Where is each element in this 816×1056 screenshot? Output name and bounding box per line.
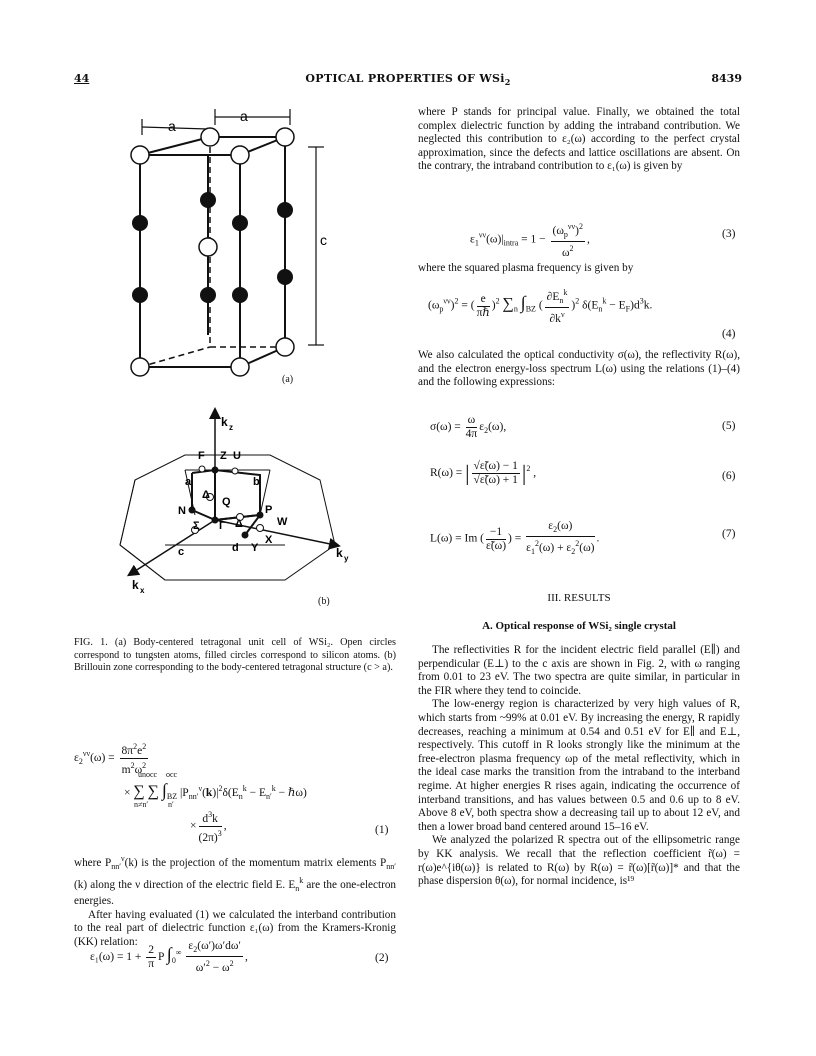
equation-1-line2: × ∑ ∑ $\int_{BZ}$ $|P_{nn'}^\nu(k)|^2\delta(E_n^k - E_{n'}^k$ − ℏω) [124,780,307,801]
bz-label-delta1: Δ [202,489,210,501]
equation-3: $\varepsilon_1^{\nu\nu}(\omega)|_{intra} = 1$ − $\frac{(\omega_p^{\nu\nu})^2}{\omega^2}$ , [470,222,590,259]
equation-5: σ(ω) = $\frac{\omega}{4\pi}$ $\varepsilon_2(\omega)$, [430,414,507,440]
bz-label-ky: k [336,546,343,560]
equation-2: ε₁(ω) = 1 + $\frac{2}{\pi}$ P $\int_0^\infty$ $\frac{\varepsilon_2(\omega')\omega'd\omega'}{\omega'^2 - \omega^2}$ , [90,940,248,974]
equation-4: $(\omega_p^{\nu\nu})^2$ = ( $\frac{e}{\text{πℏ}}$ )$^2$ $\sum_n$ $\int_{BZ}$ ( $\frac{\partial E_n^k}{\partial k^\nu}$ )$^2$ $\delta(E_n^k - E_F)d^3k$. [428,288,653,325]
figure-1b-brillouin-zone [110,405,360,600]
section-title: III. RESULTS [547,592,611,604]
after-eq1-line3: E. E [275,878,296,891]
eq1-sum-sub: n≠n′ [134,800,149,809]
subsection-title: A. Optical response of WSi₂ single crystal [482,620,676,632]
eq4-lhs: (ω [428,299,440,312]
bz-label-ky-sub: y [344,554,349,563]
left-paragraph-1 [74,852,396,950]
eq2-lhs: ε₁(ω) = 1 + [90,951,142,964]
right-paragraph-1: where P stands for principal value. Finally, we obtained the total complex dielectric function by adding the intraband contribution. We neglected this contribution to ε₂(ω) according to the perfect crystal approximation, since the defects and lattice oscillations are absent. On the contrary, the intraband contribution to ε₁(ω) is given by [418,106,740,173]
figure-label-b: (b) [318,596,330,607]
equation-5-number: (5) [722,420,736,432]
bz-label-delta2: Δ [235,518,243,530]
equation-7: L(ω) = Im ( $\frac{-1}{\varepsiloñ(\omega)}$ ) = $\frac{\varepsilon_2(\omega)}{\varepsilon_1^2(\omega) + \varepsilon_2^2(\omega)}$ . [430,520,600,556]
equation-1-line3: × $\frac{d^3k}{(2\pi)^3}$ , [190,810,227,844]
page-number: 44 [74,72,90,85]
eq5-lhs: σ(ω) = [430,421,461,434]
eq1-lhs: ε [74,752,79,765]
bz-label-U: U [233,450,241,462]
lattice-label-a1: a [168,118,176,134]
figure-caption: FIG. 1. (a) Body-centered tetragonal unit cell of WSi₂. Open circles correspond to tungsten atoms, filled circles correspond to silicon atoms. (b) Brillouin zone corresponding to the body-centered tetragonal structure (c > a). [74,637,396,674]
left-paragraph-kk: After having evaluated (1) we calculated the interband contribution to the real part of dielectric function ε₁(ω) from the Kramers-Kronig (KK) relation: [74,908,396,948]
eq7-lhs: L(ω) = Im [430,532,478,545]
bz-label-N: N [178,505,186,517]
after-eq1-rest3: are the one-electron energies. [74,878,397,908]
after-eq1-text: where $P_{nn'}^\nu(k)$ is the projection of the momentum matrix elements $P_{nn'}(k)$ along the ν direction of the electric field E. $E_n^k$ are the one-electron energies. [74,854,397,908]
bz-label-d: d [232,542,239,554]
right-paragraph-2: where the squared plasma frequency is given by [418,262,634,274]
equation-7-number: (7) [722,528,736,540]
eq1-unocc: unocc [138,770,158,779]
equation-2-number: (2) [375,952,389,964]
bz-label-kz-sub: z [229,423,233,432]
running-title-text: OPTICAL PROPERTIES OF WSi [305,72,505,85]
results-paragraph-2: The low-energy region is characterized by very high values of R, which starts from ~99% at 0.01 eV. By increasing the energy, R rapidly decreases, reaching a minimum at 0.54 and 0.51 eV for E∥ and E⊥, respectively. This cutoff in R looks strongly like the minimum at the free-electron plasma frequency ωp of the metal reflectivity, which in the ideal case marks the transition from the intraband to the interband regime. At higher energies R rises again, indicating the occurrence of interband transitions, and has values between 0.5 and 0.6 up to 8 eV. Above 8 eV, both spectra show a decreasing tail up to about 12 eV, and then a lower broad band centered around 15–16 eV. [418,698,740,833]
eq1-occ: occ [166,770,178,779]
after-eq1-line2: elements P [336,857,387,869]
bz-label-kz: k [221,415,228,429]
results-body [418,644,740,889]
lattice-label-c: c [320,232,327,248]
running-title [0,72,816,87]
eq3-intra: (ω)| [486,233,504,246]
eq1-bz: BZ [166,792,178,801]
bz-label-a: a [185,476,192,488]
figure-1a-unit-cell [120,95,340,385]
equation-4-number: (4) [722,328,736,340]
after-eq1-line1: where P [74,857,112,869]
equation-1-number: (1) [375,824,389,836]
running-title-subscript: 2 [504,77,511,87]
equation-1-line1: $\varepsilon_2^{\nu\nu}(\omega)$ = $\frac{8\pi^2e^2}{m^2\omega^2}$ [74,742,147,776]
bz-label-P: P [265,504,273,516]
right-paragraph-3: We also calculated the optical conductivity σ(ω), the reflectivity R(ω), and the electron energy-loss spectrum L(ω) using the relations (1)–(4) and the following expressions: [418,349,740,389]
results-paragraph-1: The reflectivities R for the incident electric field parallel (E∥) and perpendicular (E⊥) to the c axis are shown in Fig. 2, with ω ranging from 0.01 to 23 eV. The two spectra are quite similar, in particular in the FIR where they tend to coincide. [418,644,740,697]
bz-label-Y: Y [251,542,259,554]
bz-label-b: b [253,476,260,488]
journal-page-ref: 8439 [711,72,742,85]
bz-label-F: F [198,450,205,462]
bz-label-Z: Z [220,450,227,462]
after-eq1-rest2: (k) along the ν direction of the electric field [74,878,273,891]
bz-label-c: c [178,546,185,558]
after-eq1-rest1: (k) is the projection of the momentum matrix [124,857,333,869]
equation-6-number: (6) [722,470,736,482]
bz-label-sigma: Σ [193,520,200,532]
eq6-lhs: R(ω) = [430,467,463,480]
bz-label-Q: Q [222,496,231,508]
bz-label-kx-sub: x [140,586,145,595]
bz-label-gamma: Γ [219,520,226,532]
equation-3-number: (3) [722,228,736,240]
lattice-label-a2: a [240,108,248,124]
figure-label-a: (a) [282,374,294,385]
eq2-P: P [158,951,165,964]
eq1-times: × [124,787,131,799]
eq1-sum-sub2: n′ [168,800,174,809]
equation-6: R(ω) = | $\frac{√\varepsiloñ(\omega) - 1}{√\varepsiloñ(\omega) + 1}$ $|^2$ , [430,460,537,486]
bz-label-X: X [265,534,273,546]
bz-label-kx: k [132,578,139,592]
eq3-lhs: ε [470,233,475,246]
results-paragraph-3: We analyzed the polarized R spectra out of the ellipsometric range by KK analysis. We recall that the reflection coefficient r̃(ω) = r(ω)e^{iθ(ω)} is related to R(ω) by R(ω) = r̃(ω)[r̃(ω)]* and that the phase dispersion θ(ω), for normal incidence, is¹⁹ [418,834,740,888]
bz-label-W: W [277,516,288,528]
